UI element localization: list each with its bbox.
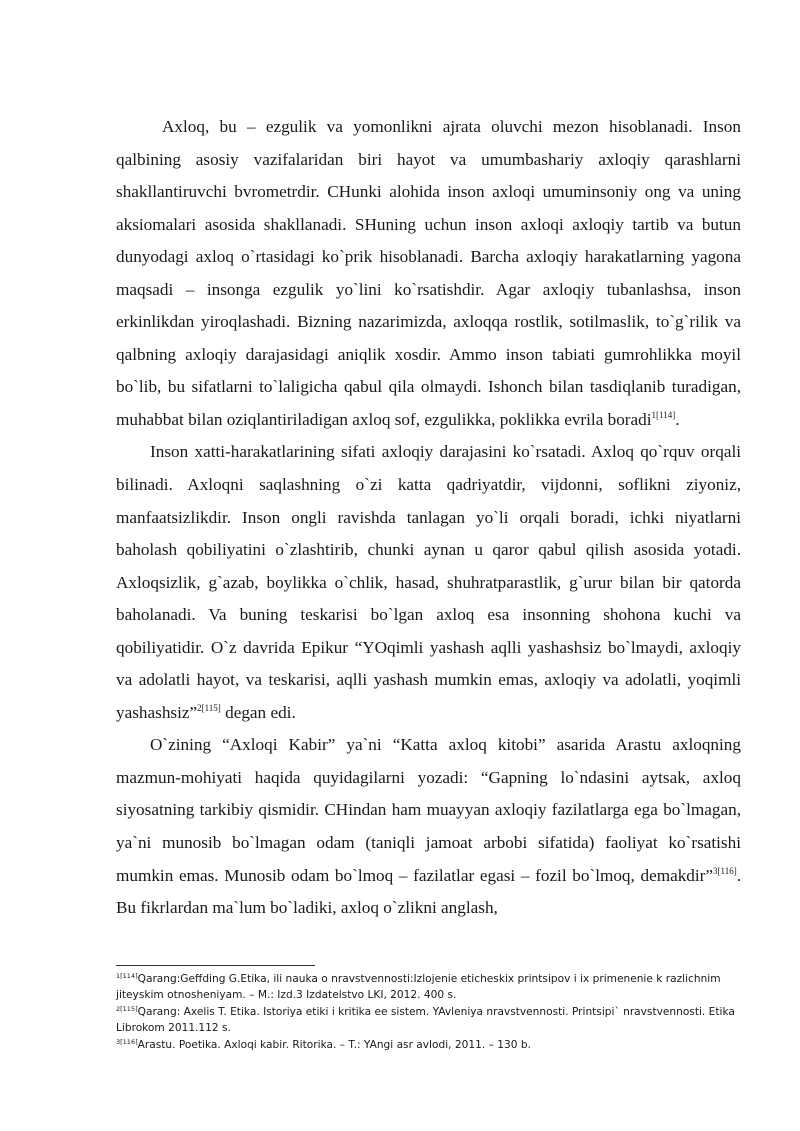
paragraph-2-tail: degan edi. — [220, 702, 296, 722]
footnote-2-text: Qarang: Axelis T. Etika. Istoriya etiki i kritika ee sistem. YAvleniya nravstvennosti. Printsipi` nravstvennosti. Etika Librokom 2011.112 s. — [116, 1006, 735, 1034]
paragraph-1 — [116, 111, 741, 436]
footnote-ref-1[interactable]: 1[114] — [651, 409, 676, 420]
footnote-separator — [116, 965, 315, 966]
footnote-mark-3: 3[116] — [116, 1038, 138, 1047]
footnote-3-text: Arastu. Poetika. Axloqi kabir. Ritorika. – T.: YAngi asr avlodi, 2011. – 130 b. — [137, 1039, 531, 1052]
paragraph-2 — [116, 436, 741, 729]
footnote-2 — [116, 1005, 741, 1036]
body-text — [116, 111, 741, 925]
paragraph-3-tail: . Bu fikrlardan ma`lum bo`ladiki, axloq o`zlikni anglash, — [116, 865, 741, 918]
footnote-mark-2: 2[115] — [116, 1005, 138, 1014]
footnote-1 — [116, 972, 741, 1003]
footnote-1-text: Qarang:Geffding G.Etika, ili nauka o nravstvennosti:Izlojenie eticheskix printsipov i ix primenenie k razlichnim jiteyskim otnosheniyam. – M.: Izd.3 Izdatelstvo LKI, 2012. 400 s. — [116, 973, 721, 1001]
paragraph-2-text: Inson xatti-harakatlarining sifati axloqiy darajasini ko`rsatadi. Axloq qo`rquv orqali bilinadi. Axloqni saqlashning o`zi katta qadriyatdir, vijdonni, soflikni ziyoniz, manfaatsizlikdir. Inson ongli ravishda tanlagan yo`li orqali boradi, ichki niyatlarni baholash qobiliyatini o`zlashtirib, chunki aynan u qaror qabul qilish asosida yotadi. Axloqsizlik, g`azab, boylikka o`chlik, hasad, shuhratparastlik, g`urur bilan bir qatorda baholanadi. Va buning teskarisi bo`lgan axloq esa insonning shohona kuchi va qobiliyatidir. O`z davrida Epikur “YOqimli yashash aqlli yashashsiz bo`lmaydi, axloqiy va adolatli hayot, va teskarisi, aqlli yashash mumkin emas, axloqiy va adolatli, yoqimli yashashsiz” — [116, 442, 741, 722]
footnote-mark-1: 1[114] — [116, 972, 138, 980]
footnote-ref-3[interactable]: 3[116] — [713, 865, 737, 876]
footnote-3 — [116, 1038, 741, 1054]
paragraph-3-text: O`zining “Axloqi Kabir” ya`ni “Katta axloq kitobi” asarida Arastu axloqning mazmun-mohiyati haqida quyidagilarni yozadi: “Gapning lo`ndasini aytsak, axloq siyosatning tarkibiy qismidir. CHindan ham muayyan axloqiy fazilatlarga ega bo`lmagan, ya`ni munosib bo`lmagan odam (taniqli jamoat arbobi sifatida) faoliyat ko`rsatishi mumkin emas. Munosib odam bo`lmoq – fazilatlar egasi – fozil bo`lmoq, demakdir” — [116, 735, 741, 885]
footnotes — [116, 972, 741, 1056]
paragraph-1-text: Axloq, bu – ezgulik va yomonlikni ajrata oluvchi mezon hisoblanadi. Inson qalbining asosiy vazifalaridan biri hayot va umumbashariy axloqiy qarashlarni shakllantiruvchi bvrometrdir. CHunki alohida inson axloqi umuminsoniy ong va uning aksiomalari asosida shakllanadi. SHuning uchun inson axloqi axloqiy tartib va butun dunyodagi axloq o`rtasidagi ko`prik hisoblanadi. Barcha axloqiy harakatlarning yagona maqsadi – insonga ezgulik yo`lini ko`rsatishdir. Agar axloqiy tubanlashsa, inson erkinlikdan yiroqlashadi. Bizning nazarimizda, axloqqa rostlik, sotilmaslik, to`g`rilik va qalbning axloqiy darajasidagi aniqlik xosdir. Ammo inson tabiati gumrohlikka moyil bo`lib, bu sifatlarni to`laligicha qabul qila olmaydi. Ishonch bilan tasdiqlanib turadigan, muhabbat bilan oziqlantiriladigan axloq sof, ezgulikka, poklikka evrila boradi — [116, 117, 741, 429]
paragraph-1-tail: . — [675, 409, 680, 429]
paragraph-3 — [116, 729, 741, 924]
footnote-ref-2[interactable]: 2[115] — [197, 702, 221, 713]
